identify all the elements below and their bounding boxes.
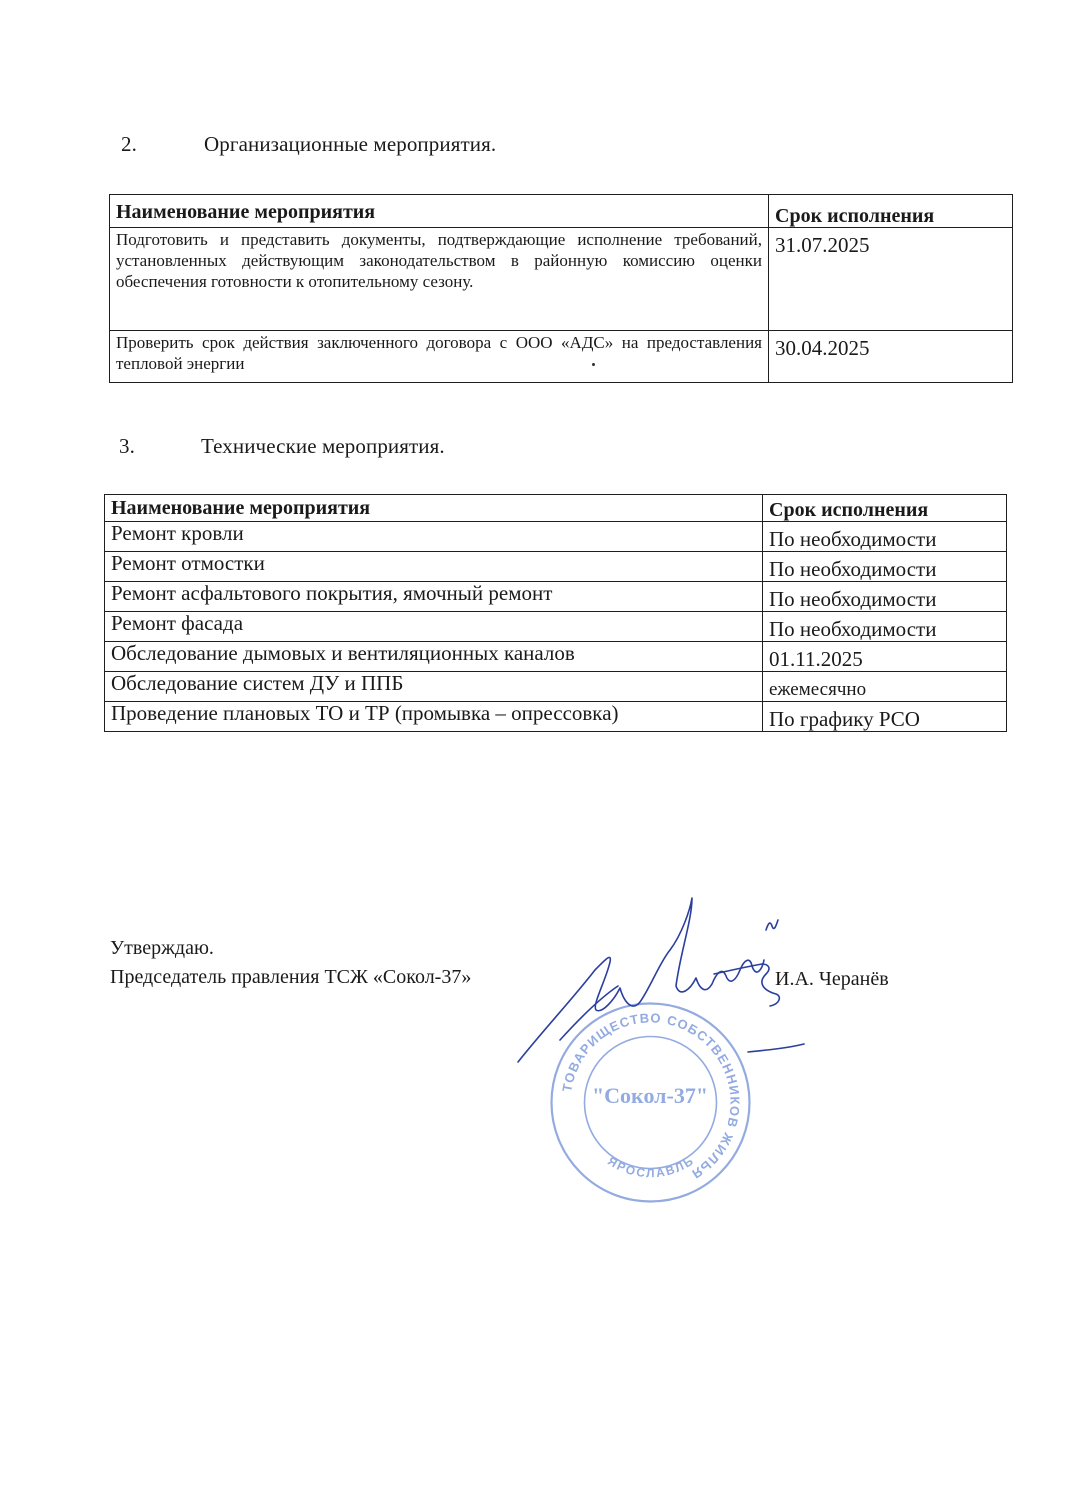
table-row xyxy=(105,612,1007,642)
event-name: Обследование систем ДУ и ППБ xyxy=(105,672,763,702)
stamp-center-text: "Сокол-37" xyxy=(591,1083,709,1108)
organizational-events-table xyxy=(109,194,1013,383)
stamp-city-text: ЯРОСЛАВЛЬ xyxy=(605,1152,698,1181)
table-row xyxy=(105,672,1007,702)
approval-block xyxy=(110,934,471,992)
table-row xyxy=(110,331,1013,383)
technical-events-table xyxy=(104,494,1007,732)
section-3-title: Технические мероприятия. xyxy=(201,434,445,458)
event-name: Проведение плановых ТО и ТР (промывка – опрессовка) xyxy=(105,702,763,732)
table-header-row xyxy=(105,495,1007,522)
section-2-number: 2. xyxy=(121,132,137,156)
event-name: Ремонт асфальтового покрытия, ямочный ремонт xyxy=(105,582,763,612)
section-3-number: 3. xyxy=(119,434,135,458)
approve-label: Утверждаю. xyxy=(110,937,214,959)
event-deadline: По необходимости xyxy=(763,522,1007,552)
event-name: Ремонт отмостки xyxy=(105,552,763,582)
event-name: Подготовить и представить документы, подтверждающие исполнение требований, установленных действующим законодательством в районную комиссию оценки обеспечения готовности к отопительному сезону. xyxy=(110,228,769,331)
signer-position: Председатель правления ТСЖ «Сокол-37» xyxy=(110,966,472,988)
stamp-ring-text: ТОВАРИЩЕСТВО СОБСТВЕННИКОВ ЖИЛЬЯ xyxy=(559,1010,743,1183)
header-event-name: Наименование мероприятия xyxy=(105,495,763,522)
event-name: Обследование дымовых и вентиляционных каналов xyxy=(105,642,763,672)
handwritten-signature xyxy=(500,890,820,1070)
table-row xyxy=(105,552,1007,582)
scan-speck xyxy=(592,363,595,366)
header-deadline: Срок исполнения xyxy=(763,495,1007,522)
signer-name: И.А. Черанёв xyxy=(775,968,889,990)
section-2-title: Организационные мероприятия. xyxy=(204,132,497,156)
event-deadline: По необходимости xyxy=(763,612,1007,642)
event-deadline: 30.04.2025 xyxy=(769,331,1013,383)
table-row xyxy=(105,582,1007,612)
table-header-row xyxy=(110,195,1013,228)
event-name: Ремонт кровли xyxy=(105,522,763,552)
event-deadline: 01.11.2025 xyxy=(763,642,1007,672)
svg-text:ЯРОСЛАВЛЬ xyxy=(605,1153,697,1180)
event-deadline: По графику РСО xyxy=(763,702,1007,732)
table-row xyxy=(110,228,1013,331)
table-row xyxy=(105,702,1007,732)
section-3-heading xyxy=(119,434,619,462)
event-name: Проверить срок действия заключенного договора с ООО «АДС» на предоставления тепловой энергии xyxy=(110,331,769,383)
event-deadline: По необходимости xyxy=(763,582,1007,612)
table-row xyxy=(105,642,1007,672)
event-deadline: 31.07.2025 xyxy=(769,228,1013,331)
table-row xyxy=(105,522,1007,552)
section-2-heading xyxy=(121,132,621,160)
header-deadline: Срок исполнения xyxy=(769,195,1013,228)
event-deadline: ежемесячно xyxy=(763,672,1007,702)
event-deadline: По необходимости xyxy=(763,552,1007,582)
header-event-name: Наименование мероприятия xyxy=(110,195,769,228)
event-name: Ремонт фасада xyxy=(105,612,763,642)
